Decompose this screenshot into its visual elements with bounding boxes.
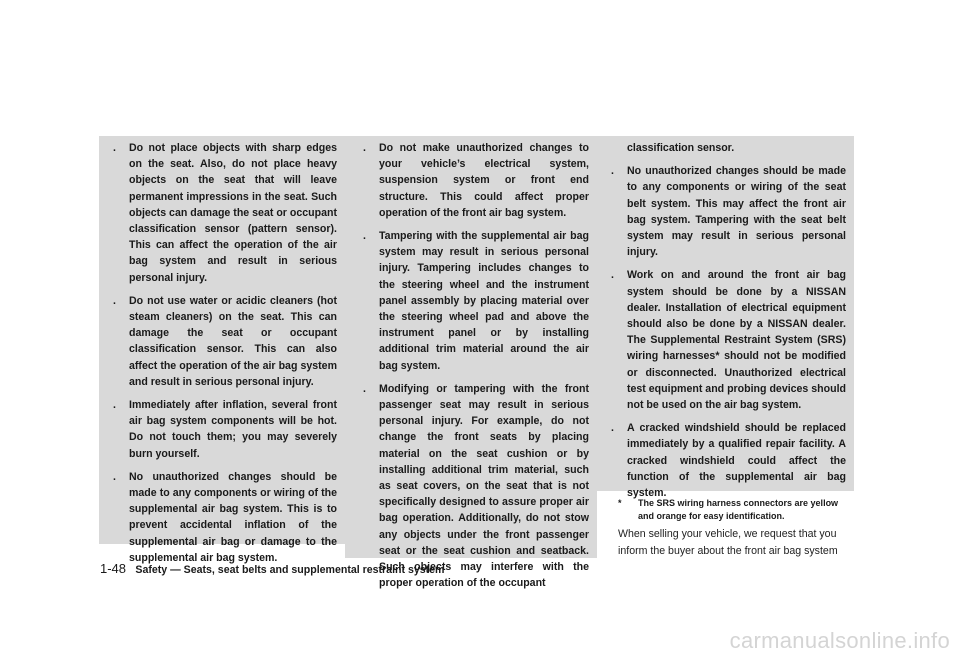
bullet-marker: . — [611, 165, 614, 178]
page-number: 1-48 — [100, 561, 127, 576]
warning-text: Tampering with the supplemental air bag system may result in serious personal injury. Tampering includes changes to the steering wheel and the instrument panel assembly by placing material over the steering wheel pad and above the instrument panel or by installing additional trim material around the air bag system. — [379, 230, 589, 372]
warning-text: No unauthorized changes should be made to any components or wiring of the supplemental air bag system. This is to prevent accidental inflation of the supplemental air bag or damage to the supplemental air bag system. — [129, 470, 337, 564]
warning-text: Do not use water or acidic cleaners (hot steam cleaners) on the seat. This can damage the seat or occupant classification sensor. This can also affect the operation of the air bag system and result in serious personal injury. — [129, 294, 337, 388]
bullet-marker: . — [363, 142, 366, 154]
warning-box-middle — [345, 136, 597, 590]
section-title: Safety — Seats, seat belts and supplemental restraint system — [135, 564, 445, 576]
warning-bullet — [107, 469, 337, 566]
warning-text: Modifying or tampering with the front passenger seat may result in serious personal injury. For example, do not change the front seats by placing material on the seat cushion or by installing additional trim material, such as seat covers, on the seat that is not specifically designed to assure proper air bag operation. Additionally, do not stow any objects under the front passenger seat or the seat cushion and seatback. Such objects may interfere with the proper operation of the occupant — [379, 382, 589, 590]
warning-text: A cracked windshield should be replaced immediately by a qualified repair facility. A cracked windshield could affect the function of the supplemental air bag system. — [627, 422, 846, 500]
warning-box-left — [99, 136, 345, 564]
warning-bullet — [605, 267, 846, 413]
page-footer — [100, 561, 444, 576]
watermark: carmanualsonline.info — [729, 628, 950, 653]
warning-text: Work on and around the front air bag system should be done by a NISSAN dealer. Installation of electrical equipment should also be done by a NISSAN dealer. The Supplemental Restraint System (SRS) wiring harnesses* should not be modified or disconnected. Unauthorized electrical test equipment and probing devices should not be used on the air bag system. — [627, 269, 846, 412]
warning-bullet — [605, 420, 846, 501]
warning-bullet — [107, 397, 337, 462]
bullet-marker: . — [363, 230, 366, 243]
bullet-marker: . — [113, 470, 116, 483]
warning-bullet — [107, 293, 337, 390]
warning-text: Do not place objects with sharp edges on the seat. Also, do not place heavy objects on the seat that will leave permanent impressions in the seat. Such objects can damage the seat or occupant classification sensor (pattern sensor). This can affect the operation of the air bag system and result in serious personal injury. — [129, 142, 337, 284]
warning-bullet — [605, 163, 846, 260]
bullet-marker: . — [611, 269, 614, 282]
closing-paragraph: When selling your vehicle, we request that you inform the buyer about the front air bag system — [618, 528, 838, 557]
warning-box-right — [597, 136, 854, 500]
warning-bullet — [357, 228, 589, 374]
warning-text: No unauthorized changes should be made to any components or wiring of the seat belt system. This may affect the front air bag system. Tampering with the seat belt system may result in serious personal injury. — [627, 165, 846, 259]
bullet-marker: . — [113, 399, 116, 412]
bullet-marker: . — [611, 422, 614, 435]
warning-bullet — [107, 140, 337, 286]
warning-text: Immediately after inflation, several front air bag system components will be hot. Do not touch them; you may severely burn yourself. — [129, 399, 337, 460]
footnote-marker: * — [618, 498, 622, 508]
bullet-marker: . — [113, 142, 116, 154]
continuation-text: classification sensor. — [627, 142, 735, 154]
warning-bullet — [357, 381, 589, 592]
warning-bullet — [357, 140, 589, 221]
bullet-marker: . — [113, 294, 116, 307]
footnote-text: The SRS wiring harness connectors are yellow and orange for easy identification. — [638, 498, 839, 521]
warning-text: Do not make unauthorized changes to your vehicle’s electrical system, suspension system or front end structure. This could affect proper operation of the front air bag system. — [379, 142, 589, 219]
footnote — [618, 497, 854, 523]
bullet-marker: . — [363, 382, 366, 395]
